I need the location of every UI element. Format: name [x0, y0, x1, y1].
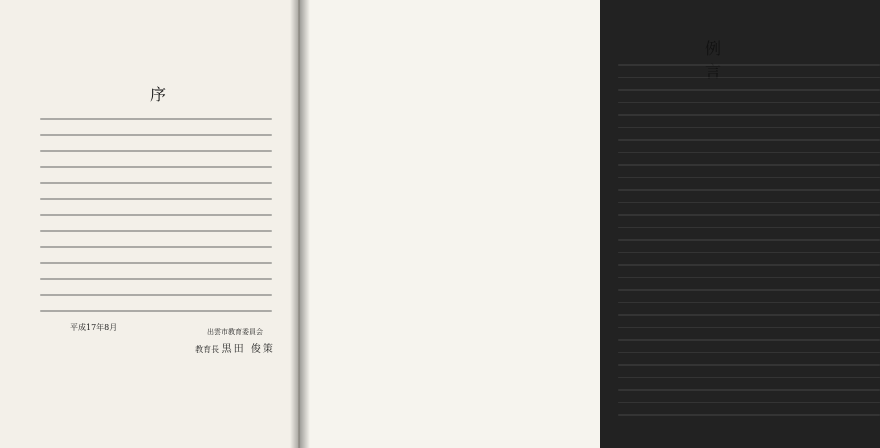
text-line	[40, 246, 272, 248]
text-line	[618, 327, 880, 329]
notes-page	[300, 0, 730, 448]
text-line	[618, 289, 880, 291]
text-line	[618, 277, 880, 279]
text-line	[618, 177, 880, 179]
text-line	[618, 64, 880, 66]
text-line	[618, 152, 880, 154]
notes-heading: 例 言	[705, 39, 730, 81]
notes-body-lines	[618, 64, 880, 427]
text-line	[618, 352, 880, 354]
text-line	[618, 202, 880, 204]
text-line	[618, 239, 880, 241]
preface-body-lines	[40, 118, 272, 326]
text-line	[40, 262, 272, 264]
text-line	[618, 339, 880, 341]
text-line	[40, 166, 272, 168]
text-line	[618, 414, 880, 416]
text-line	[618, 364, 880, 366]
text-line	[618, 77, 880, 79]
text-line	[618, 189, 880, 191]
text-line	[618, 114, 880, 116]
text-line	[618, 377, 880, 379]
text-line	[40, 230, 272, 232]
text-line	[40, 150, 272, 152]
text-line	[618, 139, 880, 141]
text-line	[40, 134, 272, 136]
preface-signature	[190, 340, 280, 355]
text-line	[618, 127, 880, 129]
preface-heading: 序	[150, 85, 169, 104]
text-line	[618, 314, 880, 316]
preface-organization: 出雲市教育委員会	[207, 328, 263, 336]
text-line	[618, 89, 880, 91]
text-line	[40, 198, 272, 200]
text-line	[618, 402, 880, 404]
text-line	[40, 214, 272, 216]
preface-date: 平成17年8月	[70, 323, 118, 332]
text-line	[618, 389, 880, 391]
text-line	[40, 310, 272, 312]
text-line	[618, 227, 880, 229]
text-line	[618, 164, 880, 166]
text-line	[618, 252, 880, 254]
text-line	[618, 214, 880, 216]
signature-title: 教育長	[195, 345, 220, 354]
text-line	[40, 182, 272, 184]
text-line	[40, 278, 272, 280]
preface-page	[0, 0, 300, 448]
text-line	[618, 302, 880, 304]
text-line	[40, 118, 272, 120]
text-line	[618, 102, 880, 104]
text-line	[618, 264, 880, 266]
text-line	[40, 294, 272, 296]
signature-name: 黒田 俊策	[221, 344, 275, 355]
